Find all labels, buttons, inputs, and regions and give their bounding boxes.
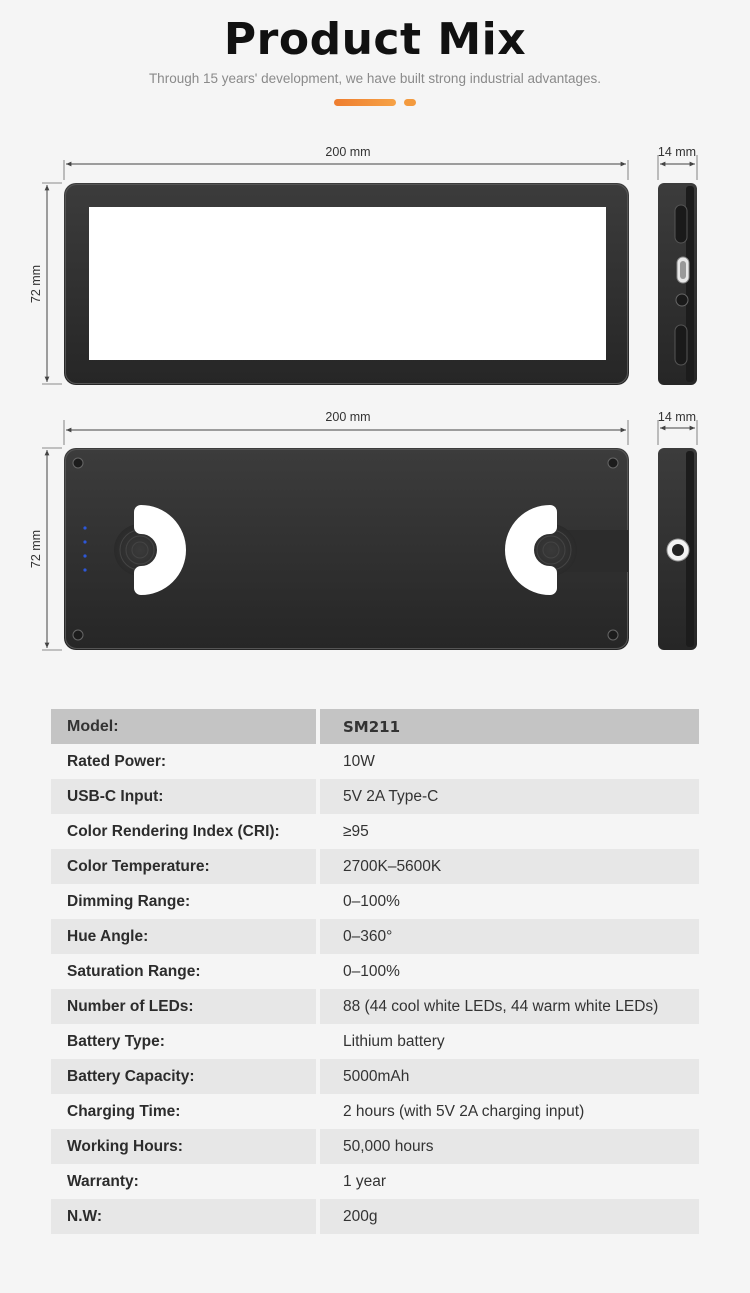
power-button bbox=[676, 294, 688, 306]
back-view bbox=[29, 410, 629, 650]
spec-label: Color Rendering Index (CRI): bbox=[67, 822, 280, 840]
spec-label: Rated Power: bbox=[67, 752, 167, 770]
front-height-label: 72 mm bbox=[29, 264, 43, 304]
spec-row bbox=[51, 1129, 699, 1164]
spec-value: 5V 2A Type-C bbox=[316, 779, 699, 814]
spec-value: 200g bbox=[316, 1199, 699, 1234]
spec-label: N.W: bbox=[51, 1199, 316, 1234]
spec-label: Battery Type: bbox=[67, 1032, 165, 1050]
front-width-label: 200 mm bbox=[325, 145, 371, 159]
spec-row bbox=[51, 954, 699, 989]
page-subtitle: Through 15 years' development, we have built strong industrial advantages. bbox=[148, 71, 602, 86]
back-height-label: 72 mm bbox=[29, 529, 43, 569]
spec-row bbox=[51, 849, 699, 884]
brightness-up-button bbox=[675, 205, 687, 243]
specs-header-row bbox=[51, 709, 699, 744]
spec-value: 88 (44 cool white LEDs, 44 warm white LEDs) bbox=[316, 989, 699, 1024]
spec-value: 5000mAh bbox=[316, 1059, 699, 1094]
spec-value: Lithium battery bbox=[316, 1024, 699, 1059]
spec-row bbox=[51, 884, 699, 919]
spec-value: 1 year bbox=[316, 1164, 699, 1199]
accent-bar-short bbox=[404, 99, 416, 106]
led-diffuser-window bbox=[89, 207, 606, 360]
product-dimension-diagram bbox=[0, 130, 750, 670]
spec-label: Color Temperature: bbox=[51, 849, 316, 884]
spec-row bbox=[51, 779, 699, 814]
spec-value: 50,000 hours bbox=[316, 1129, 699, 1164]
spec-row bbox=[51, 989, 699, 1024]
spec-label: Hue Angle: bbox=[51, 919, 316, 954]
spec-row bbox=[51, 1059, 699, 1094]
spec-value: 0–360° bbox=[316, 919, 699, 954]
spec-row bbox=[51, 919, 699, 954]
spec-label: Dimming Range: bbox=[67, 892, 191, 910]
spec-row bbox=[51, 814, 699, 849]
spec-row bbox=[51, 744, 699, 779]
spec-value: 10W bbox=[316, 744, 699, 779]
spec-row bbox=[51, 1199, 699, 1234]
back-side-view bbox=[658, 410, 697, 650]
accent-bar-long bbox=[334, 99, 396, 106]
spec-value: SM211 bbox=[316, 709, 699, 744]
back-width-label: 200 mm bbox=[325, 410, 371, 424]
specs-table bbox=[51, 709, 699, 1234]
spec-label: Charging Time: bbox=[67, 1102, 181, 1120]
spec-value: 2 hours (with 5V 2A charging input) bbox=[316, 1094, 699, 1129]
spec-value: 0–100% bbox=[316, 884, 699, 919]
spec-value: ≥95 bbox=[316, 814, 699, 849]
spec-label: USB-C Input: bbox=[51, 779, 316, 814]
spec-label: Number of LEDs: bbox=[51, 989, 316, 1024]
front-side-depth-label: 14 mm bbox=[657, 145, 697, 159]
spec-label: Model: bbox=[51, 709, 316, 744]
back-side-depth-label: 14 mm bbox=[657, 410, 697, 424]
spec-row bbox=[51, 1094, 699, 1129]
spec-row bbox=[51, 1164, 699, 1199]
spec-label: Battery Capacity: bbox=[51, 1059, 316, 1094]
front-view bbox=[29, 145, 629, 385]
spec-label: Warranty: bbox=[67, 1172, 139, 1190]
spec-label: Saturation Range: bbox=[67, 962, 201, 980]
front-side-view bbox=[658, 145, 697, 385]
page-title: Product Mix bbox=[223, 14, 527, 65]
spec-label: Working Hours: bbox=[51, 1129, 316, 1164]
spec-row bbox=[51, 1024, 699, 1059]
brightness-down-button bbox=[675, 325, 687, 365]
spec-value: 0–100% bbox=[316, 954, 699, 989]
spec-value: 2700K–5600K bbox=[316, 849, 699, 884]
